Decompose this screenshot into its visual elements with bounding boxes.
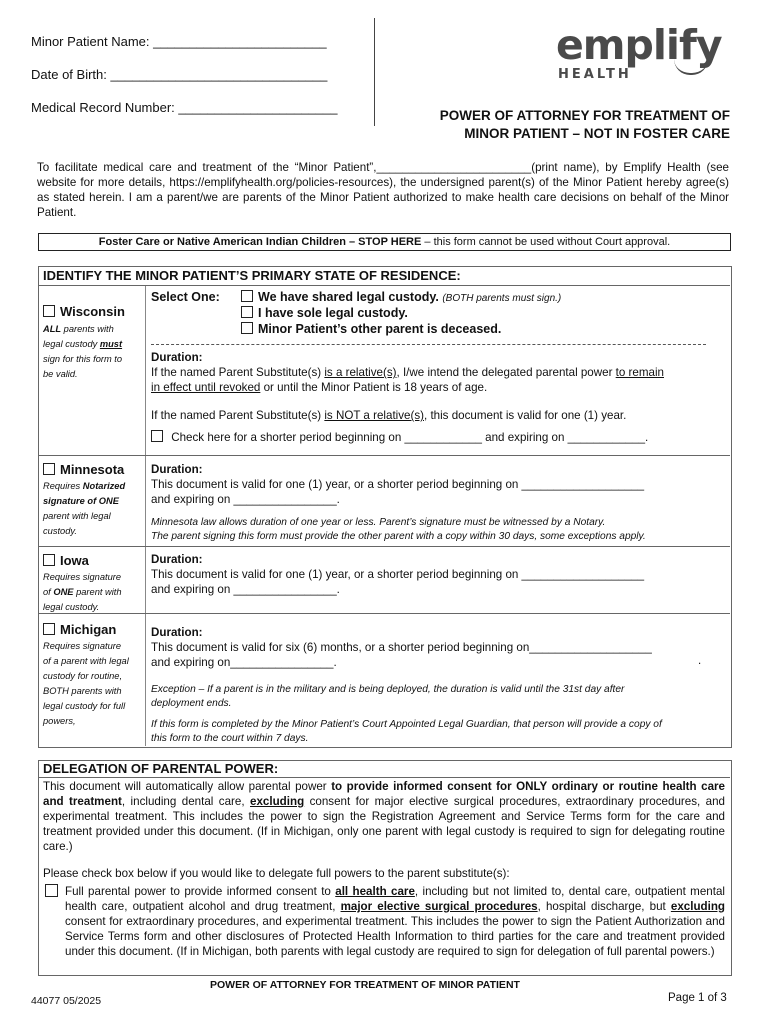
wisconsin-checkbox[interactable] [43,305,55,317]
page-number: Page 1 of 3 [668,992,727,1004]
page-title-line2: MINOR PATIENT – NOT IN FOSTER CARE [464,126,730,141]
minor-patient-name-field[interactable]: Minor Patient Name: ________________________ [31,34,327,49]
shared-custody-checkbox[interactable] [241,290,253,302]
wi-not-relative-line: If the named Parent Substitute(s) is NOT a relative(s), this document is valid for one (1) year. [151,409,627,422]
minnesota-note: Requires Notarized signature of ONE parent with legal custody. [43,481,126,536]
ia-line2[interactable]: and expiring on ________________. [151,583,340,596]
sole-custody-checkbox[interactable] [241,306,253,318]
mi-guardian-line2: this form to the court within 7 days. [151,733,309,744]
residence-title-bar [38,266,730,286]
logo-word: emplify [556,21,722,69]
wi-note-l4: be valid. [43,369,78,379]
intro-paragraph: To facilitate medical care and treatment of the “Minor Patient”,________________________(print name), by Emplify Health (see website for more details, https://emplifyhealth.org/policies-resources), the undersigned parent(s) of the Minor Patient hereby agree(s) as stated herein. I am a parent/we are parents of the Minor Patient authorized to make health care decisions on behalf of the Minor Patient. [37,161,729,219]
wisconsin-note [43,322,141,382]
mi-line2[interactable]: and expiring on________________. [151,656,337,669]
page-title-line1: POWER OF ATTORNEY FOR TREATMENT OF [439,108,730,123]
wi-relative-line1: If the named Parent Substitute(s) is a relative(s), I/we intend the delegated parental power to remain [151,366,664,379]
delegation-paragraph: This document will automatically allow parental power to provide informed consent for ONLY ordinary or routine health care and treatment, including dental care, excluding consent for major elective surgical procedures, extraordinary procedures, and experimental treatment. This includes the power to sign the Registration Agreement and Service Terms form for the care and treatment provided under this document. (If in Michigan, only one parent with legal custody is required to sign for delegating routine care.) [43,780,726,853]
mn-line2[interactable]: and expiring on ________________. [151,493,340,506]
divider-wi-mn [38,455,730,456]
ia-duration-label: Duration: [151,553,203,566]
divider-ia-mi [38,613,730,614]
wi-note-l1: parents with [61,324,114,334]
minnesota-label: Minnesota [60,462,125,477]
date-of-birth-field[interactable]: Date of Birth: ______________________________ [31,67,328,82]
mi-duration-label: Duration: [151,626,203,639]
mi-guardian-line1: If this form is completed by the Minor Patient’s Court Appointed Legal Guardian, that person will provide a copy of [151,719,662,730]
iowa-checkbox[interactable] [43,554,55,566]
wi-relative-line2: in effect until revoked or until the Minor Patient is 18 years of age. [151,381,488,394]
michigan-note: Requires signature of a parent with legal custody for routine, BOTH parents with legal custody for full powers, [43,641,129,726]
emplify-health-logo [556,21,722,85]
parent-deceased-option[interactable] [241,322,501,337]
sole-custody-label: I have sole legal custody. [258,306,408,320]
michigan-option[interactable] [43,622,116,637]
full-power-checkbox[interactable] [45,884,63,899]
warning-bold: Foster Care or Native American Indian Children – STOP HERE [98,236,422,248]
michigan-label: Michigan [60,622,117,637]
wi-note-all: ALL [43,324,62,334]
minnesota-option[interactable] [43,462,124,477]
michigan-checkbox[interactable] [43,623,55,635]
mi-line1[interactable]: This document is valid for six (6) months, or a shorter period beginning on___________________ [151,641,652,654]
dashed-separator [151,344,706,345]
mi-exception-line2: deployment ends. [151,698,232,709]
wisconsin-option[interactable] [43,304,125,319]
iowa-label: Iowa [60,553,89,568]
shared-custody-option[interactable] [241,290,561,306]
wi-shorter-period-option[interactable] [151,430,648,445]
iowa-note: Requires signature of ONE parent with legal custody. [43,572,122,612]
residence-title: IDENTIFY THE MINOR PATIENT’S PRIMARY STATE OF RESIDENCE: [43,268,461,283]
wisconsin-label: Wisconsin [60,304,125,319]
logo-sub: HEALTH [558,67,632,82]
full-power-checkbox-box[interactable] [45,884,58,897]
wi-duration-label: Duration: [151,351,203,364]
footer-title: POWER OF ATTORNEY FOR TREATMENT OF MINOR PATIENT [210,979,520,991]
wi-shorter-period-checkbox[interactable] [151,430,163,442]
minnesota-checkbox[interactable] [43,463,55,475]
full-power-text: Full parental power to provide informed consent to all health care, including but not limited to, dental care, outpatient mental health care, outpatient alcohol and drug treatment, major elective surgical procedures, hospital discharge, but excluding consent for extraordinary procedures, and experimental treatment. This includes the power to sign the Patient Authorization and Service Terms form and other disclosures of Protected Health Information to third parties for the care and treatment provided under this document. (If in Michigan, both parents with legal custody are required to sign for delegation of full parental powers.) [65,885,725,958]
foster-care-warning [38,233,731,251]
delegation-title-bar [38,760,730,778]
residence-section [38,266,732,748]
divider-mn-ia [38,546,730,547]
iowa-option[interactable] [43,553,89,568]
mn-duration-label: Duration: [151,463,203,476]
shared-custody-note: (BOTH parents must sign.) [442,293,562,304]
parent-deceased-checkbox[interactable] [241,322,253,334]
wi-shorter-period-label: Check here for a shorter period beginning on ____________ and expiring on ____________. [171,431,649,444]
mn-law-line1: Minnesota law allows duration of one year or less. Parent’s signature must be witnessed by a Notary. [151,517,606,528]
header-divider [374,18,375,126]
select-one-label: Select One: [151,290,220,304]
warning-rest: – this form cannot be used without Court approval. [421,236,671,248]
form-code: 44077 05/2025 [31,995,102,1007]
logo-smile-arc [674,59,708,75]
mn-law-line2: The parent signing this form must provide the other parent with a copy within 30 days, some exceptions apply. [151,531,646,542]
delegation-title: DELEGATION OF PARENTAL POWER: [43,761,279,776]
wi-note-l2: legal custody [43,339,100,349]
parent-deceased-label: Minor Patient’s other parent is deceased. [258,322,502,336]
mi-line2-end: . [698,655,702,667]
sole-custody-option[interactable] [241,306,408,321]
mi-exception-line1: Exception – If a parent is in the military and is being deployed, the duration is valid until the 31st day after [151,684,625,695]
mn-line1[interactable]: This document is valid for one (1) year, or a shorter period beginning on ___________________ [151,478,645,491]
medical-record-number-field[interactable]: Medical Record Number: ______________________ [31,100,338,115]
delegation-prompt: Please check box below if you would like to delegate full powers to the parent substitute(s): [43,867,510,880]
wi-note-l3: sign for this form to [43,354,123,364]
state-column-divider [145,286,146,746]
wi-note-must: must [99,339,123,349]
ia-line1[interactable]: This document is valid for one (1) year, or a shorter period beginning on ___________________ [151,568,645,581]
shared-custody-label: We have shared legal custody. [258,290,439,304]
